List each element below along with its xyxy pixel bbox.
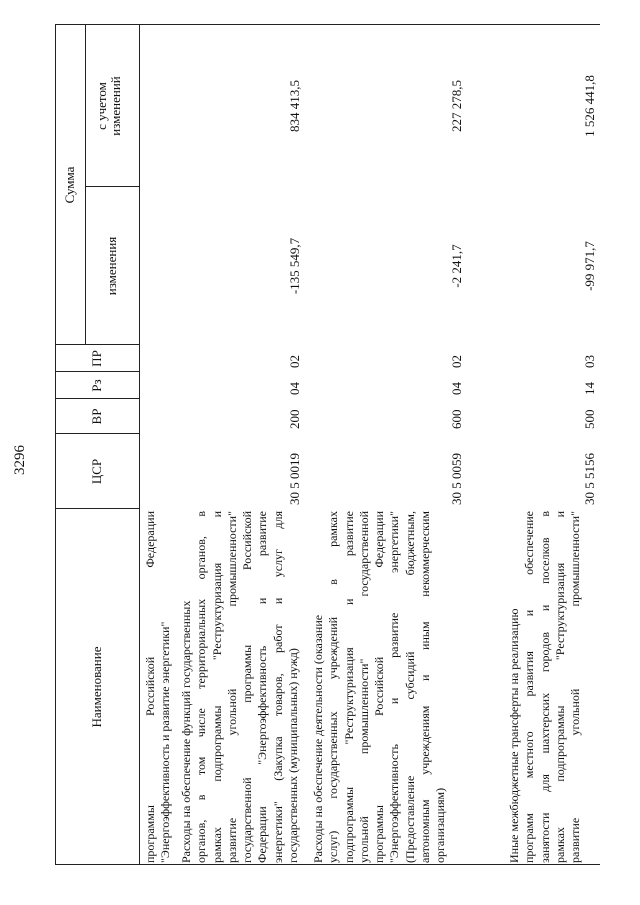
row-description (507, 511, 583, 863)
description-line: программы Российской Федерации (143, 511, 157, 863)
header-with-changes (95, 25, 123, 187)
header-sum: Сумма (62, 166, 77, 204)
description-line: подпрограммы "Реструктуризация и развитие (341, 511, 356, 863)
row-vr: 600 (449, 409, 464, 429)
header-bottom-border (139, 25, 140, 865)
row-description (143, 511, 174, 863)
header-rz: Рз (89, 379, 104, 392)
table-left-border (55, 864, 600, 865)
header-csr: ЦСР (89, 458, 104, 485)
description-line: угольной промышленности" государственной (356, 511, 371, 863)
description-line: Расходы на обеспечение деятельности (оказание (311, 614, 325, 863)
row-pr: 03 (582, 355, 597, 368)
row-change: -99 971,7 (582, 241, 597, 291)
row-vr: 200 (287, 409, 302, 429)
description-line: энергетики" (Закупка товаров, работ и услуг для (270, 511, 285, 863)
row-csr: 30 5 5156 (582, 453, 597, 505)
description-line: организациям) (433, 787, 448, 863)
description-line: Федерации "Энергоэффективность и развитие (255, 511, 270, 863)
description-line: "Энергоэффективность и развитие энергетики" (158, 621, 173, 863)
description-line: программ местного развития и обеспечение (522, 511, 537, 863)
description-line: развитие угольной промышленности" (224, 511, 239, 863)
description-line: государственных (муниципальных) нужд) (286, 648, 301, 863)
page-number: 3296 (12, 445, 28, 475)
description-line: органов, в том числе территориальных органов, в (194, 511, 209, 863)
row-total: 834 413,5 (287, 80, 302, 132)
header-vr: ВР (89, 408, 104, 425)
row-description (179, 511, 301, 863)
row-total: 227 278,5 (449, 80, 464, 132)
row-description (311, 511, 449, 863)
row-vr: 500 (582, 409, 597, 429)
row-change: -135 549,7 (287, 237, 302, 295)
description-line: услуг) государственных учреждений в рамках (326, 511, 341, 863)
row-csr: 30 5 0059 (449, 453, 464, 505)
header-pr: ПР (89, 350, 104, 367)
description-line: Иные межбюджетные трансферты на реализацию (507, 608, 521, 863)
row-pr: 02 (287, 355, 302, 368)
description-line: автономным учреждениям и иным некоммерческим (418, 511, 433, 863)
description-line: (Предоставление субсидий бюджетным, (402, 511, 417, 863)
sum-subheader-line (85, 25, 86, 345)
row-pr: 02 (449, 355, 464, 368)
row-rz: 04 (287, 382, 302, 395)
row-change: -2 241,7 (449, 244, 464, 288)
description-line: развитие угольной промышленности" (568, 511, 583, 863)
header-with-changes-line1: с учетом (94, 82, 109, 130)
budget-table (55, 25, 600, 865)
description-line: государственной программы Российской (240, 511, 255, 863)
header-with-changes-line2: изменений (108, 76, 123, 136)
description-line: рамках подпрограммы "Реструктуризация и (552, 511, 567, 863)
description-line: Расходы на обеспечение функций государственных (179, 600, 193, 863)
table-right-border (55, 24, 600, 25)
description-line: занятости для шахтерских городов и поселков в (537, 511, 552, 863)
row-total: 1 526 441,8 (582, 75, 597, 137)
description-line: "Энергоэффективность и развитие энергетики" (387, 511, 402, 863)
header-name: Наименование (89, 646, 104, 728)
table-top-border (55, 25, 56, 865)
row-rz: 14 (582, 382, 597, 395)
header-change: изменения (104, 236, 119, 296)
row-csr: 30 5 0019 (287, 453, 302, 505)
row-rz: 04 (449, 382, 464, 395)
description-line: рамках подпрограммы "Реструктуризация и (209, 511, 224, 863)
description-line: программы Российской Федерации (372, 511, 387, 863)
